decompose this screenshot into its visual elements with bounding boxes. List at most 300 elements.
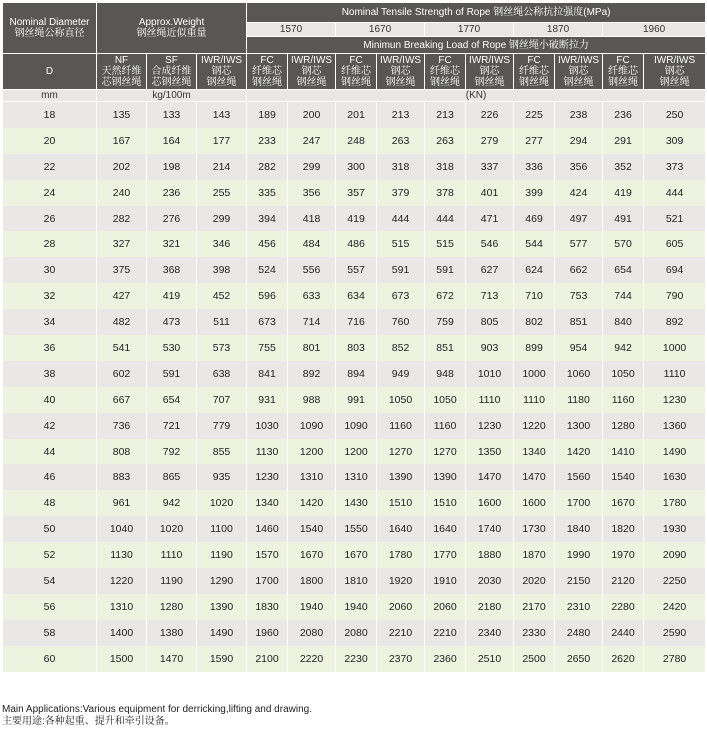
breaking-load-cell: 1000 [644, 335, 706, 361]
breaking-load-cell: 949 [377, 361, 425, 387]
breaking-load-cell: 419 [336, 206, 377, 232]
weight-col-nf: NF 天然纤维 芯钢丝绳 [97, 54, 147, 90]
table-body [3, 102, 706, 672]
breaking-load-cell: 1350 [466, 439, 514, 465]
breaking-load-cell: 557 [336, 257, 377, 283]
nominal-diameter-header [3, 3, 97, 54]
breaking-load-cell: 337 [466, 154, 514, 180]
breaking-load-cell: 841 [247, 361, 288, 387]
breaking-load-cell: 1810 [336, 568, 377, 594]
breaking-load-cell: 2210 [425, 620, 466, 646]
breaking-load-cell: 805 [466, 309, 514, 335]
table-row [3, 516, 706, 542]
breaking-load-cell: 226 [466, 102, 514, 128]
breaking-load-cell: 1560 [555, 464, 603, 490]
breaking-load-cell: 2100 [247, 646, 288, 672]
weight-cell: 398 [197, 257, 247, 283]
breaking-load-cell: 1460 [247, 516, 288, 542]
breaking-load-cell: 1050 [377, 387, 425, 413]
table-row [3, 335, 706, 361]
strength-col-1570-iwr: IWR/IWS 钢芯 钢丝绳 [288, 54, 336, 90]
table-row [3, 231, 706, 257]
breaking-load-cell: 570 [603, 231, 644, 257]
breaking-load-cell: 1090 [336, 413, 377, 439]
breaking-load-cell: 605 [644, 231, 706, 257]
breaking-load-cell: 444 [644, 180, 706, 206]
breaking-load-cell: 291 [603, 128, 644, 154]
breaking-load-cell: 2500 [514, 646, 555, 672]
table-row [3, 620, 706, 646]
breaking-load-cell: 1630 [644, 464, 706, 490]
breaking-load-cell: 2420 [644, 594, 706, 620]
table-row [3, 594, 706, 620]
breaking-load-cell: 357 [336, 180, 377, 206]
table-header [3, 3, 706, 102]
breaking-load-cell: 1540 [288, 516, 336, 542]
breaking-load-cell: 2250 [644, 568, 706, 594]
breaking-load-cell: 379 [377, 180, 425, 206]
breaking-load-cell: 713 [466, 283, 514, 309]
diameter-cell: 20 [3, 128, 97, 154]
weight-cell: 198 [147, 154, 197, 180]
weight-cell: 1220 [97, 568, 147, 594]
diameter-cell: 58 [3, 620, 97, 646]
nominal-diameter-cn: 钢丝绳公称直径 [14, 28, 85, 39]
breaking-load-cell: 753 [555, 283, 603, 309]
breaking-load-cell: 991 [336, 387, 377, 413]
weight-cell: 707 [197, 387, 247, 413]
weight-cell: 792 [147, 439, 197, 465]
strength-col-1670-iwr: IWR/IWS 钢芯 钢丝绳 [377, 54, 425, 90]
weight-cell: 779 [197, 413, 247, 439]
breaking-load-cell: 1220 [514, 413, 555, 439]
weight-cell: 427 [97, 283, 147, 309]
weight-cell: 214 [197, 154, 247, 180]
breaking-load-cell: 282 [247, 154, 288, 180]
breaking-load-cell: 1230 [644, 387, 706, 413]
weight-col-sf: SF 合成纤维 芯钢丝绳 [147, 54, 197, 90]
breaking-load-cell: 1780 [377, 542, 425, 568]
breaking-load-cell: 2360 [425, 646, 466, 672]
table-row [3, 542, 706, 568]
breaking-load-cell: 294 [555, 128, 603, 154]
weight-cell: 1590 [197, 646, 247, 672]
breaking-load-cell: 2310 [555, 594, 603, 620]
breaking-load-cell: 624 [514, 257, 555, 283]
breaking-load-cell: 2180 [466, 594, 514, 620]
breaking-load-cell: 1030 [247, 413, 288, 439]
breaking-load-cell: 1670 [336, 542, 377, 568]
weight-col-iwr: IWR/IWS 钢芯 钢丝绳 [197, 54, 247, 90]
breaking-load-cell: 2780 [644, 646, 706, 672]
weight-cell: 530 [147, 335, 197, 361]
weight-cell: 135 [97, 102, 147, 128]
weight-cell: 865 [147, 464, 197, 490]
breaking-load-cell: 1390 [425, 464, 466, 490]
breaking-load-cell: 469 [514, 206, 555, 232]
strength-col-1770-fc: FC 纤维芯 钢丝绳 [425, 54, 466, 90]
breaking-load-cell: 673 [377, 283, 425, 309]
breaking-load-cell: 424 [555, 180, 603, 206]
main-applications-en: Main Applications:Various equipment for derricking,lifting and drawing. [2, 704, 312, 715]
breaking-load-cell: 634 [336, 283, 377, 309]
strength-col-1770-iwr: IWR/IWS 钢芯 钢丝绳 [466, 54, 514, 90]
diameter-cell: 54 [3, 568, 97, 594]
weight-cell: 1040 [97, 516, 147, 542]
breaking-load-cell: 247 [288, 128, 336, 154]
breaking-load-cell: 801 [288, 335, 336, 361]
weight-cell: 541 [97, 335, 147, 361]
breaking-load-cell: 2590 [644, 620, 706, 646]
breaking-load-cell: 633 [288, 283, 336, 309]
weight-cell: 1400 [97, 620, 147, 646]
diameter-cell: 22 [3, 154, 97, 180]
weight-cell: 1190 [197, 542, 247, 568]
weight-cell: 638 [197, 361, 247, 387]
diameter-cell: 42 [3, 413, 97, 439]
breaking-load-cell: 1390 [377, 464, 425, 490]
breaking-load-cell: 515 [425, 231, 466, 257]
table-row [3, 490, 706, 516]
weight-cell: 1100 [197, 516, 247, 542]
breaking-load-cell: 672 [425, 283, 466, 309]
breaking-load-cell: 1510 [377, 490, 425, 516]
rope-spec-table [2, 2, 706, 672]
breaking-load-cell: 2080 [288, 620, 336, 646]
breaking-load-cell: 444 [377, 206, 425, 232]
breaking-load-cell: 1920 [377, 568, 425, 594]
table-row [3, 180, 706, 206]
table-row [3, 568, 706, 594]
breaking-load-cell: 760 [377, 309, 425, 335]
weight-cell: 321 [147, 231, 197, 257]
weight-cell: 1020 [147, 516, 197, 542]
breaking-load-cell: 1910 [425, 568, 466, 594]
weight-cell: 282 [97, 206, 147, 232]
diameter-cell: 40 [3, 387, 97, 413]
grade-1770: 1770 [425, 23, 514, 37]
breaking-load-cell: 2150 [555, 568, 603, 594]
breaking-load-cell: 279 [466, 128, 514, 154]
breaking-load-cell: 486 [336, 231, 377, 257]
weight-cell: 1380 [147, 620, 197, 646]
breaking-load-cell: 948 [425, 361, 466, 387]
diameter-cell: 60 [3, 646, 97, 672]
table-row [3, 283, 706, 309]
breaking-load-cell: 714 [288, 309, 336, 335]
breaking-load-cell: 318 [425, 154, 466, 180]
breaking-load-cell: 1110 [514, 387, 555, 413]
breaking-load-cell: 521 [644, 206, 706, 232]
approx-weight-cn: 钢丝绳近似重量 [136, 28, 207, 39]
weight-cell: 721 [147, 413, 197, 439]
breaking-load-cell: 1640 [377, 516, 425, 542]
breaking-load-cell: 654 [603, 257, 644, 283]
breaking-load-cell: 1570 [247, 542, 288, 568]
breaking-load-cell: 2030 [466, 568, 514, 594]
breaking-load-cell: 419 [603, 180, 644, 206]
diameter-cell: 32 [3, 283, 97, 309]
breaking-load-cell: 954 [555, 335, 603, 361]
breaking-load-cell: 1050 [603, 361, 644, 387]
breaking-load-cell: 556 [288, 257, 336, 283]
breaking-load-cell: 2440 [603, 620, 644, 646]
breaking-load-cell: 1470 [466, 464, 514, 490]
breaking-load-cell: 1090 [288, 413, 336, 439]
grade-1670: 1670 [336, 23, 425, 37]
strength-col-1960-iwr: IWR/IWS 钢芯 钢丝绳 [644, 54, 706, 90]
breaking-load-cell: 1670 [603, 490, 644, 516]
breaking-load-cell: 694 [644, 257, 706, 283]
breaking-load-cell: 1510 [425, 490, 466, 516]
breaking-load-cell: 1490 [644, 439, 706, 465]
diameter-cell: 28 [3, 231, 97, 257]
breaking-load-cell: 213 [425, 102, 466, 128]
strength-col-1570-fc: FC 纤维芯 钢丝绳 [247, 54, 288, 90]
breaking-load-cell: 840 [603, 309, 644, 335]
breaking-load-cell: 2330 [514, 620, 555, 646]
breaking-load-cell: 1230 [247, 464, 288, 490]
breaking-load-cell: 1270 [377, 439, 425, 465]
weight-cell: 1500 [97, 646, 147, 672]
breaking-load-cell: 201 [336, 102, 377, 128]
diameter-cell: 56 [3, 594, 97, 620]
breaking-load-cell: 1600 [514, 490, 555, 516]
weight-cell: 1110 [147, 542, 197, 568]
breaking-load-cell: 673 [247, 309, 288, 335]
breaking-load-cell: 591 [425, 257, 466, 283]
breaking-load-cell: 852 [377, 335, 425, 361]
breaking-load-cell: 755 [247, 335, 288, 361]
breaking-load-cell: 318 [377, 154, 425, 180]
breaking-load-cell: 662 [555, 257, 603, 283]
breaking-load-cell: 299 [288, 154, 336, 180]
breaking-load-cell: 2060 [377, 594, 425, 620]
breaking-load-cell: 394 [247, 206, 288, 232]
breaking-load-cell: 1770 [425, 542, 466, 568]
breaking-load-cell: 2280 [603, 594, 644, 620]
weight-cell: 667 [97, 387, 147, 413]
weight-cell: 808 [97, 439, 147, 465]
weight-cell: 855 [197, 439, 247, 465]
breaking-load-cell: 213 [377, 102, 425, 128]
diameter-cell: 26 [3, 206, 97, 232]
breaking-load-cell: 277 [514, 128, 555, 154]
approx-weight-header [97, 3, 247, 54]
breaking-load-cell: 1200 [336, 439, 377, 465]
breaking-load-cell: 225 [514, 102, 555, 128]
table-row [3, 464, 706, 490]
weight-cell: 167 [97, 128, 147, 154]
breaking-load-cell: 1540 [603, 464, 644, 490]
breaking-load-cell: 1550 [336, 516, 377, 542]
approx-weight-en: Approx.Weight [138, 17, 205, 28]
breaking-load-cell: 899 [514, 335, 555, 361]
weight-cell: 1020 [197, 490, 247, 516]
breaking-load-cell: 1200 [288, 439, 336, 465]
breaking-load-cell: 591 [377, 257, 425, 283]
weight-cell: 419 [147, 283, 197, 309]
diameter-cell: 36 [3, 335, 97, 361]
table-row [3, 257, 706, 283]
breaking-load-header: Minimun Breaking Load of Rope 钢丝绳小破断拉力 [247, 37, 706, 54]
breaking-load-cell: 2060 [425, 594, 466, 620]
breaking-load-cell: 546 [466, 231, 514, 257]
table-row [3, 413, 706, 439]
weight-cell: 133 [147, 102, 197, 128]
breaking-load-cell: 1700 [247, 568, 288, 594]
unit-force: (KN) [247, 90, 706, 102]
breaking-load-cell: 418 [288, 206, 336, 232]
breaking-load-cell: 2090 [644, 542, 706, 568]
breaking-load-cell: 1470 [514, 464, 555, 490]
breaking-load-cell: 491 [603, 206, 644, 232]
breaking-load-cell: 189 [247, 102, 288, 128]
weight-cell: 511 [197, 309, 247, 335]
weight-cell: 276 [147, 206, 197, 232]
breaking-load-cell: 851 [555, 309, 603, 335]
breaking-load-cell: 263 [377, 128, 425, 154]
weight-cell: 143 [197, 102, 247, 128]
diameter-cell: 52 [3, 542, 97, 568]
breaking-load-cell: 1420 [555, 439, 603, 465]
unit-mm: mm [3, 90, 97, 102]
breaking-load-cell: 1930 [644, 516, 706, 542]
weight-cell: 482 [97, 309, 147, 335]
breaking-load-cell: 1430 [336, 490, 377, 516]
table-row [3, 646, 706, 672]
breaking-load-cell: 894 [336, 361, 377, 387]
breaking-load-cell: 300 [336, 154, 377, 180]
weight-cell: 1190 [147, 568, 197, 594]
diameter-cell: 46 [3, 464, 97, 490]
breaking-load-cell: 1050 [425, 387, 466, 413]
breaking-load-cell: 710 [514, 283, 555, 309]
breaking-load-cell: 352 [603, 154, 644, 180]
weight-cell: 299 [197, 206, 247, 232]
table-row [3, 309, 706, 335]
breaking-load-cell: 1730 [514, 516, 555, 542]
diameter-cell: 34 [3, 309, 97, 335]
breaking-load-cell: 1740 [466, 516, 514, 542]
weight-cell: 1390 [197, 594, 247, 620]
breaking-load-cell: 1970 [603, 542, 644, 568]
breaking-load-cell: 744 [603, 283, 644, 309]
breaking-load-cell: 1940 [288, 594, 336, 620]
strength-col-1870-iwr: IWR/IWS 钢芯 钢丝绳 [555, 54, 603, 90]
table-row [3, 102, 706, 128]
breaking-load-cell: 1360 [644, 413, 706, 439]
weight-cell: 202 [97, 154, 147, 180]
weight-cell: 591 [147, 361, 197, 387]
breaking-load-cell: 544 [514, 231, 555, 257]
breaking-load-cell: 790 [644, 283, 706, 309]
diameter-cell: 38 [3, 361, 97, 387]
breaking-load-cell: 2230 [336, 646, 377, 672]
breaking-load-cell: 802 [514, 309, 555, 335]
breaking-load-cell: 1340 [247, 490, 288, 516]
breaking-load-cell: 2020 [514, 568, 555, 594]
main-applications-cn: 主要用途:各种起重、提升和牵引设备。 [2, 716, 175, 727]
breaking-load-cell: 1310 [288, 464, 336, 490]
breaking-load-cell: 1840 [555, 516, 603, 542]
breaking-load-cell: 335 [247, 180, 288, 206]
breaking-load-cell: 456 [247, 231, 288, 257]
weight-cell: 942 [147, 490, 197, 516]
breaking-load-cell: 1870 [514, 542, 555, 568]
tensile-strength-header: Nominal Tensile Strength of Rope 钢丝绳公称抗拉强度(MPa) [247, 3, 706, 23]
weight-cell: 346 [197, 231, 247, 257]
breaking-load-cell: 1010 [466, 361, 514, 387]
breaking-load-cell: 399 [514, 180, 555, 206]
breaking-load-cell: 515 [377, 231, 425, 257]
table-row [3, 387, 706, 413]
breaking-load-cell: 1060 [555, 361, 603, 387]
breaking-load-cell: 1300 [555, 413, 603, 439]
weight-cell: 255 [197, 180, 247, 206]
breaking-load-cell: 2510 [466, 646, 514, 672]
breaking-load-cell: 1340 [514, 439, 555, 465]
breaking-load-cell: 1800 [288, 568, 336, 594]
diameter-cell: 44 [3, 439, 97, 465]
breaking-load-cell: 248 [336, 128, 377, 154]
weight-cell: 935 [197, 464, 247, 490]
breaking-load-cell: 309 [644, 128, 706, 154]
weight-cell: 573 [197, 335, 247, 361]
nominal-diameter-en: Nominal Diameter [9, 17, 90, 28]
weight-cell: 736 [97, 413, 147, 439]
notes [2, 704, 312, 728]
weight-cell: 164 [147, 128, 197, 154]
breaking-load-cell: 1700 [555, 490, 603, 516]
breaking-load-cell: 1830 [247, 594, 288, 620]
breaking-load-cell: 892 [644, 309, 706, 335]
table-row [3, 206, 706, 232]
breaking-load-cell: 1420 [288, 490, 336, 516]
weight-cell: 883 [97, 464, 147, 490]
diameter-cell: 50 [3, 516, 97, 542]
weight-cell: 602 [97, 361, 147, 387]
breaking-load-cell: 250 [644, 102, 706, 128]
strength-col-1960-fc: FC 纤维芯 钢丝绳 [603, 54, 644, 90]
breaking-load-cell: 233 [247, 128, 288, 154]
breaking-load-cell: 2650 [555, 646, 603, 672]
breaking-load-cell: 2370 [377, 646, 425, 672]
breaking-load-cell: 2340 [466, 620, 514, 646]
breaking-load-cell: 2080 [336, 620, 377, 646]
weight-cell: 375 [97, 257, 147, 283]
breaking-load-cell: 1820 [603, 516, 644, 542]
breaking-load-cell: 2620 [603, 646, 644, 672]
breaking-load-cell: 903 [466, 335, 514, 361]
table-row [3, 361, 706, 387]
table-row [3, 439, 706, 465]
breaking-load-cell: 236 [603, 102, 644, 128]
grade-1870: 1870 [514, 23, 603, 37]
breaking-load-cell: 444 [425, 206, 466, 232]
breaking-load-cell: 484 [288, 231, 336, 257]
unit-weight: kg/100m [97, 90, 247, 102]
diameter-cell: 48 [3, 490, 97, 516]
breaking-load-cell: 1160 [377, 413, 425, 439]
breaking-load-cell: 2120 [603, 568, 644, 594]
weight-cell: 1130 [97, 542, 147, 568]
weight-cell: 236 [147, 180, 197, 206]
breaking-load-cell: 1180 [555, 387, 603, 413]
strength-col-1670-fc: FC 纤维芯 钢丝绳 [336, 54, 377, 90]
rope-spec-table-container [2, 2, 705, 672]
d-label: D [3, 54, 97, 90]
